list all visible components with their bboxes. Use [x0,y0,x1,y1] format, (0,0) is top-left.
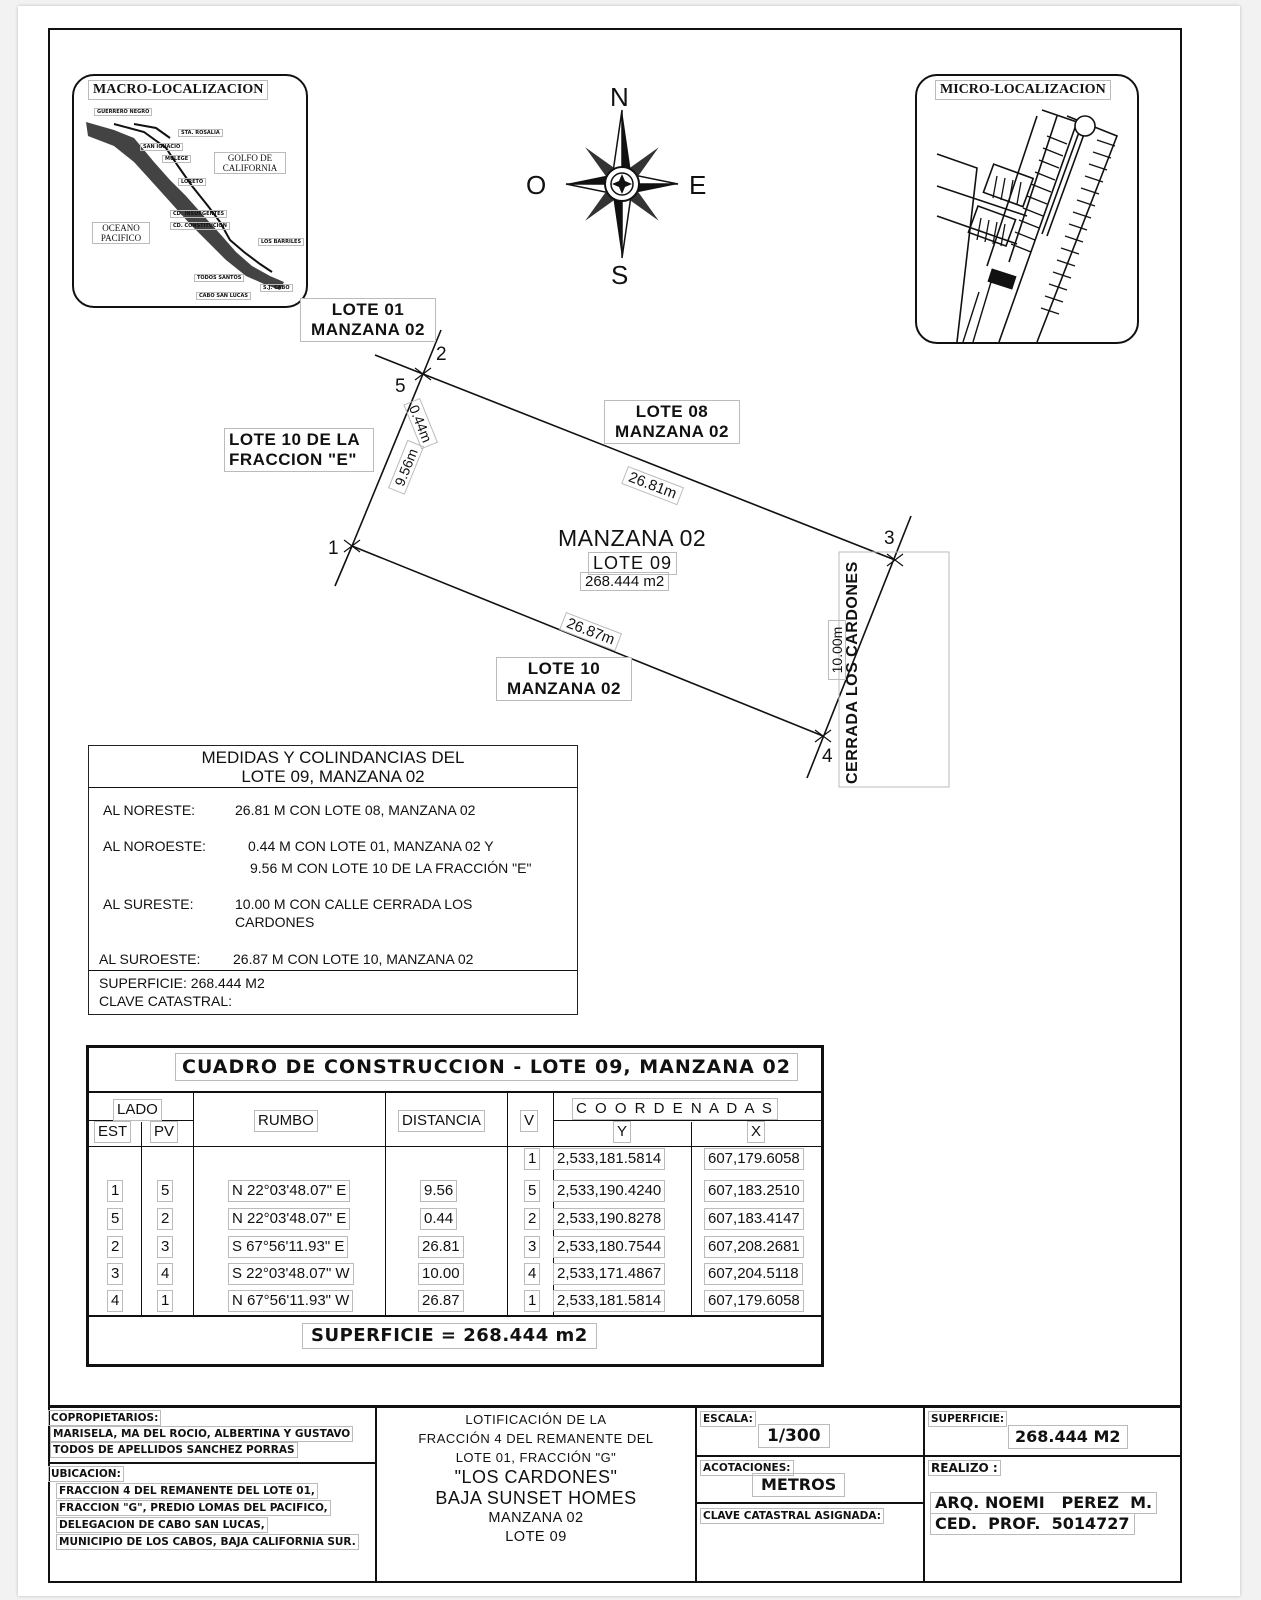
map-label: STA. ROSALIA [178,129,223,137]
boundary-value: 9.56 M CON LOTE 10 DE LA FRACCIÓN "E" [250,860,532,876]
author-name: ARQ. NOEMI PEREZ M. [930,1492,1157,1514]
neighbor-lote10-line2: MANZANA 02 [507,679,621,698]
block-label: MANZANA 02 [558,525,707,551]
scale-label: ESCALA: [700,1411,756,1427]
project-line2: FRACCIÓN 4 DEL REMANENTE DEL [418,1431,654,1446]
table-row-est: 2 [107,1236,123,1258]
project-line6: MANZANA 02 [488,1510,584,1526]
scale-value: 1/300 [758,1424,830,1448]
surface-label: SUPERFICIE: [928,1411,1007,1427]
neighbor-lote08-line2: MANZANA 02 [615,422,729,441]
table-row-v: 1 [524,1290,540,1312]
table-row-v: 5 [524,1180,540,1202]
neighbor-lote10e-line2: FRACCION "E" [229,450,357,469]
titleblock-divider [697,1455,923,1457]
header-rumbo: RUMBO [254,1110,318,1132]
boundaries-table [88,745,578,1015]
titleblock-divider [48,1462,375,1464]
boundary-key: AL SURESTE: [103,896,194,912]
header-lado: LADO [113,1099,162,1121]
boundary-key: AL NOROESTE: [103,838,206,854]
compass-north-label: N [610,82,629,112]
location-line3: DELEGACION DE CABO SAN LUCAS, [56,1517,268,1533]
boundary-value: 0.44 M CON LOTE 01, MANZANA 02 Y [248,838,494,854]
table-row-rumbo: N 22°03'48.07" E [228,1180,350,1202]
neighbor-lote01-line2: MANZANA 02 [311,320,425,339]
neighbor-lote10-line1: LOTE 10 [527,659,601,678]
vertex-label-4: 4 [822,746,833,767]
header-v: V [520,1110,538,1132]
dimension-label-10-00: 10.00m [828,620,846,680]
table-row-est: 5 [107,1208,123,1230]
map-label: MULEGE [162,155,191,163]
map-label: CABO SAN LUCAS [196,292,251,300]
table-row-pv: 4 [157,1263,173,1285]
location-line1: FRACCION 4 DEL REMANENTE DEL LOTE 01, [56,1483,318,1499]
table-row-pv: 3 [157,1236,173,1258]
boundaries-surface: SUPERFICIE: 268.444 M2 [99,975,265,991]
boundary-value: 26.87 M CON LOTE 10, MANZANA 02 [233,951,474,967]
boundaries-title [89,748,577,786]
table-row-y: 2,533,190.4240 [553,1180,665,1202]
dimension-label-9-56: 9.56m [388,440,424,495]
divider [385,1093,386,1315]
table-row-pv: 2 [157,1208,173,1230]
table-row-est: 3 [107,1263,123,1285]
assigned-cadastral-key-label: CLAVE CATASTRAL ASIGNADA: [700,1508,884,1524]
lot-area-label: 268.444 m2 [580,572,669,591]
header-x: X [747,1121,765,1143]
table-row-rumbo: S 67°56'11.93" E [228,1236,348,1258]
location-line4: MUNICIPIO DE LOS CABOS, BAJA CALIFORNIA SUR. [56,1534,359,1550]
divider [89,1091,821,1093]
vertex-label-5: 5 [395,376,406,397]
boundaries-title-line2: LOTE 09, MANZANA 02 [241,767,425,786]
map-label-ocean: OCEANO PACIFICO [92,222,150,244]
project-line3: LOTE 01, FRACCIÓN "G" [455,1450,617,1465]
table-row-x: 607,183.4147 [704,1208,804,1230]
neighbor-lote10e-label [224,428,374,472]
divider [89,1315,821,1317]
neighbor-lote01-label [300,298,436,342]
boundary-value: CARDONES [235,914,315,930]
header-distancia: DISTANCIA [398,1110,485,1132]
vertex-marker-4 [815,730,831,742]
vertex-label-3: 3 [884,528,895,549]
map-label: SAN IGNACIO [140,143,183,151]
table-row-y: 2,533,181.5814 [553,1290,665,1312]
neighbor-lote08-line1: LOTE 08 [635,402,709,421]
dimension-label-26-81: 26.81m [621,466,684,505]
table-row-0-v: 1 [524,1148,540,1170]
divider [691,1122,692,1315]
lot-label: LOTE 09 [588,552,677,575]
divider [89,787,577,788]
dimension-label-26-87: 26.87m [559,612,622,651]
boundary-line-ext-nw [375,355,423,374]
table-row-v: 4 [524,1263,540,1285]
table-row-pv: 1 [157,1290,173,1312]
table-row-y: 2,533,180.7544 [553,1236,665,1258]
boundaries-cadastral-key: CLAVE CATASTRAL: [99,993,233,1009]
neighbor-lote10e-line1: LOTE 10 DE LA [229,430,361,449]
table-row-pv: 5 [157,1180,173,1202]
table-row-dist: 26.81 [418,1236,464,1258]
divider [507,1093,508,1315]
construction-table [86,1045,824,1367]
map-label: GUERRERO NEGRO [94,108,152,116]
owners-line1: MARISELA, MA DEL ROCIO, ALBERTINA Y GUSTAVO [50,1426,353,1442]
table-row-dist: 26.87 [418,1290,464,1312]
map-label: LORETO [178,178,206,186]
divider [193,1093,194,1315]
table-row-x: 607,204.5118 [704,1263,803,1285]
titleblock-divider [697,1502,923,1504]
neighbor-lote10-label [496,657,632,701]
titleblock-divider [925,1455,1182,1457]
project-line5: BAJA SUNSET HOMES [435,1488,637,1508]
macro-localization-title: MACRO-LOCALIZACION [88,80,268,100]
boundary-value: 26.81 M CON LOTE 08, MANZANA 02 [235,802,476,818]
project-line4: "LOS CARDONES" [454,1467,618,1487]
dimension-label-0-44: 0.44m [403,398,438,449]
boundary-value: 10.00 M CON CALLE CERRADA LOS [235,896,473,912]
titleblock-divider [695,1408,697,1583]
construction-table-title: CUADRO DE CONSTRUCCION - LOTE 09, MANZANA 02 [175,1053,798,1081]
compass-west-label: O [526,170,547,200]
table-row-y: 2,533,171.4867 [553,1263,665,1285]
map-label: S.J. CABO [260,284,293,292]
map-label-gulf: GOLFO DE CALIFORNIA [214,152,286,174]
boundary-row-noroeste-2 [250,859,531,878]
table-row-0-y: 2,533,181.5814 [553,1148,665,1170]
vertex-marker-2 [415,368,431,380]
table-row-y: 2,533,190.8278 [553,1208,665,1230]
author-license: CED. PROF. 5014727 [930,1513,1135,1535]
table-row-est: 1 [107,1180,123,1202]
table-row-dist: 0.44 [420,1208,457,1230]
neighbor-lote08-label [604,400,740,444]
street-label: CERRADA LOS CARDONES [844,561,861,784]
map-label: CD. CONSTITUCION [170,222,230,230]
table-row-rumbo: N 67°56'11.93" W [228,1290,353,1312]
boundaries-title-line1: MEDIDAS Y COLINDANCIAS DEL [201,748,465,767]
boundary-key: AL SUROESTE: [99,951,201,967]
dimensions-unit-label: ACOTACIONES: [700,1460,794,1476]
divider [89,970,577,971]
construction-table-surface: SUPERFICIE = 268.444 m2 [302,1323,597,1349]
table-row-v: 3 [524,1236,540,1258]
map-label: CD. INSURGENTES [170,210,227,218]
table-row-x: 607,183.2510 [704,1180,804,1202]
titleblock-top-border [48,1405,1182,1408]
compass-east-label: E [689,170,707,200]
table-row-x: 607,179.6058 [704,1290,804,1312]
vertex-label-1: 1 [328,538,339,559]
project-line1: LOTIFICACIÓN DE LA [465,1412,607,1427]
project-line7: LOTE 09 [505,1529,567,1545]
divider [141,1122,142,1315]
divider [89,1146,821,1147]
map-label: TODOS SANTOS [194,274,244,282]
vertex-marker-1 [344,540,360,552]
table-row-x: 607,208.2681 [704,1236,804,1258]
project-title-block [377,1410,695,1547]
author-label: REALIZO : [928,1460,1001,1476]
micro-localization-title: MICRO-LOCALIZACION [935,80,1111,100]
table-row-rumbo: N 22°03'48.07" E [228,1208,350,1230]
compass-south-label: S [611,260,629,290]
table-row-0-x: 607,179.6058 [704,1148,804,1170]
table-row-dist: 9.56 [420,1180,457,1202]
vertex-label-2: 2 [436,344,447,365]
dimensions-unit-value: METROS [752,1473,845,1497]
boundary-row-sureste-2 [235,913,314,932]
owners-label: COPROPIETARIOS: [48,1410,161,1426]
header-coordenadas: C O O R D E N A D A S [572,1098,778,1120]
surface-value: 268.444 M2 [1008,1425,1128,1449]
boundary-key: AL NORESTE: [103,802,196,818]
location-line2: FRACCION "G", PREDIO LOMAS DEL PACIFICO, [56,1500,331,1516]
header-pv: PV [150,1121,178,1143]
owners-line2: TODOS DE APELLIDOS SANCHEZ PORRAS [50,1442,298,1458]
header-y: Y [613,1121,631,1143]
divider [553,1120,821,1121]
table-row-rumbo: S 22°03'48.07" W [228,1263,354,1285]
table-row-v: 2 [524,1208,540,1230]
location-label: UBICACION: [48,1466,124,1482]
titleblock-divider [923,1408,925,1583]
header-est: EST [94,1121,131,1143]
table-row-dist: 10.00 [418,1263,464,1285]
table-row-est: 4 [107,1290,123,1312]
map-label: LOS BARRILES [258,238,304,246]
neighbor-lote01-line1: LOTE 01 [331,300,405,319]
